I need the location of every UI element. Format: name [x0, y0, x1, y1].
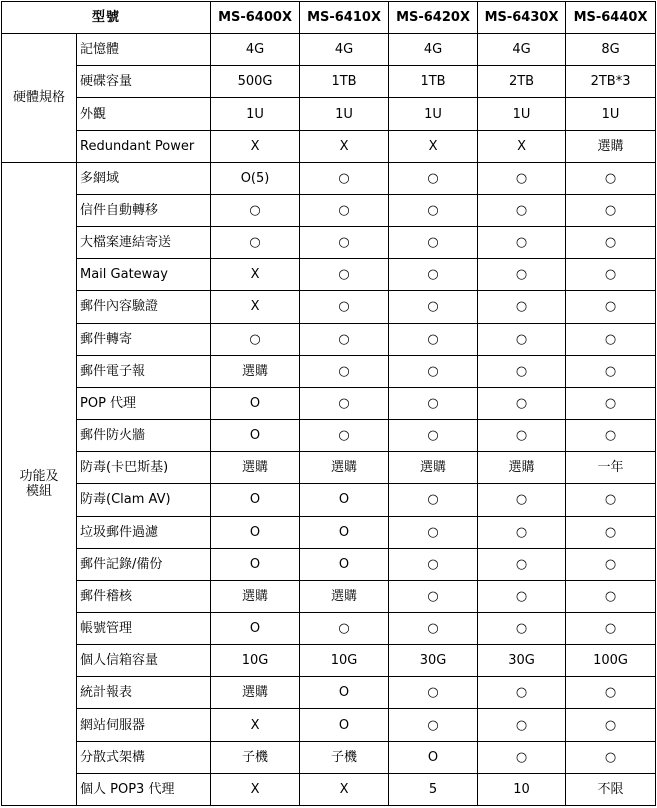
cell-value: ○	[478, 387, 566, 419]
cell-value: ○	[389, 323, 478, 355]
cell-value: ○	[300, 194, 389, 226]
cell-value: ○	[478, 420, 566, 452]
cell-value: ○	[478, 194, 566, 226]
cell-value: O	[211, 548, 300, 580]
cell-value: ○	[300, 291, 389, 323]
row-label: 個人 POP3 代理	[77, 773, 211, 805]
table-row	[2, 773, 656, 805]
group-label-features-line1: 功能及	[19, 468, 59, 484]
cell-value: O	[300, 709, 389, 741]
cell-value: ○	[566, 194, 656, 226]
group-label-hardware: 硬體規格	[2, 34, 77, 163]
row-label: 統計報表	[77, 677, 211, 709]
cell-value: ○	[566, 259, 656, 291]
cell-value: ○	[300, 612, 389, 644]
table-row	[2, 709, 656, 741]
row-label: 垃圾郵件過濾	[77, 516, 211, 548]
row-label: 郵件防火牆	[77, 420, 211, 452]
cell-value: ○	[566, 516, 656, 548]
cell-value: 子機	[211, 741, 300, 773]
table-row	[2, 355, 656, 387]
cell-value: ○	[478, 516, 566, 548]
cell-value: ○	[389, 291, 478, 323]
cell-value: ○	[566, 291, 656, 323]
row-label: 信件自動轉移	[77, 194, 211, 226]
cell-value: ○	[478, 162, 566, 194]
cell-value: ○	[389, 516, 478, 548]
cell-value: ○	[478, 355, 566, 387]
cell-value: ○	[389, 420, 478, 452]
cell-value: 30G	[478, 645, 566, 677]
cell-value: ○	[300, 323, 389, 355]
cell-value: 選購	[478, 452, 566, 484]
cell-value: O	[300, 677, 389, 709]
cell-value: ○	[566, 677, 656, 709]
table-row	[2, 162, 656, 194]
cell-value: 1U	[300, 98, 389, 130]
table-row	[2, 580, 656, 612]
cell-value: ○	[478, 323, 566, 355]
row-label: Redundant Power	[77, 130, 211, 162]
spec-comparison-table	[1, 1, 656, 806]
cell-value: ○	[478, 580, 566, 612]
row-label: 網站伺服器	[77, 709, 211, 741]
cell-value: O	[211, 387, 300, 419]
cell-value: ○	[566, 420, 656, 452]
model-header-ms-6410x: MS-6410X	[300, 2, 389, 34]
cell-value: ○	[389, 709, 478, 741]
cell-value: 10	[478, 773, 566, 805]
cell-value: ○	[566, 612, 656, 644]
table-row	[2, 516, 656, 548]
table-row	[2, 420, 656, 452]
cell-value: O	[300, 484, 389, 516]
cell-value: X	[300, 130, 389, 162]
cell-value: X	[211, 259, 300, 291]
cell-value: ○	[389, 677, 478, 709]
table-row	[2, 66, 656, 98]
cell-value: ○	[389, 612, 478, 644]
cell-value: 1TB	[389, 66, 478, 98]
cell-value: ○	[478, 291, 566, 323]
cell-value: ○	[566, 355, 656, 387]
cell-value: 30G	[389, 645, 478, 677]
table-row	[2, 645, 656, 677]
cell-value: O	[389, 741, 478, 773]
group-label-features	[2, 162, 77, 805]
model-header-ms-6400x: MS-6400X	[211, 2, 300, 34]
cell-value: ○	[566, 484, 656, 516]
table-row	[2, 741, 656, 773]
cell-value: ○	[389, 227, 478, 259]
cell-value: 2TB	[478, 66, 566, 98]
cell-value: 不限	[566, 773, 656, 805]
cell-value: ○	[566, 580, 656, 612]
cell-value: ○	[389, 580, 478, 612]
cell-value: ○	[566, 741, 656, 773]
cell-value: 選購	[566, 130, 656, 162]
table-row	[2, 130, 656, 162]
cell-value: ○	[566, 227, 656, 259]
cell-value: 選購	[211, 452, 300, 484]
cell-value: 2TB*3	[566, 66, 656, 98]
table-row	[2, 34, 656, 66]
cell-value: X	[211, 709, 300, 741]
cell-value: ○	[211, 194, 300, 226]
row-label: 郵件電子報	[77, 355, 211, 387]
table-row	[2, 227, 656, 259]
cell-value: ○	[389, 548, 478, 580]
table-row	[2, 291, 656, 323]
cell-value: 子機	[300, 741, 389, 773]
cell-value: ○	[389, 162, 478, 194]
cell-value: ○	[389, 484, 478, 516]
cell-value: O	[300, 516, 389, 548]
cell-value: ○	[478, 259, 566, 291]
cell-value: 選購	[300, 580, 389, 612]
cell-value: O	[211, 484, 300, 516]
cell-value: 8G	[566, 34, 656, 66]
cell-value: 4G	[389, 34, 478, 66]
cell-value: O	[211, 612, 300, 644]
row-label: 大檔案連結寄送	[77, 227, 211, 259]
cell-value: ○	[478, 548, 566, 580]
cell-value: ○	[300, 420, 389, 452]
group-label-features-line2: 模組	[25, 483, 52, 499]
cell-value: 10G	[300, 645, 389, 677]
row-label: 防毒(卡巴斯基)	[77, 452, 211, 484]
cell-value: 10G	[211, 645, 300, 677]
cell-value: ○	[566, 709, 656, 741]
cell-value: 選購	[211, 677, 300, 709]
cell-value: ○	[566, 548, 656, 580]
cell-value: ○	[478, 677, 566, 709]
cell-value: ○	[211, 227, 300, 259]
cell-value: 選購	[211, 580, 300, 612]
row-label: 記憶體	[77, 34, 211, 66]
table-row	[2, 677, 656, 709]
row-label: 郵件稽核	[77, 580, 211, 612]
row-label: 外觀	[77, 98, 211, 130]
cell-value: 5	[389, 773, 478, 805]
cell-value: O(5)	[211, 162, 300, 194]
table-row	[2, 98, 656, 130]
cell-value: ○	[566, 162, 656, 194]
cell-value: ○	[389, 259, 478, 291]
cell-value: 4G	[478, 34, 566, 66]
row-label: 防毒(Clam AV)	[77, 484, 211, 516]
cell-value: ○	[300, 387, 389, 419]
cell-value: 1U	[566, 98, 656, 130]
cell-value: ○	[478, 227, 566, 259]
cell-value: X	[211, 773, 300, 805]
cell-value: ○	[566, 323, 656, 355]
row-label: Mail Gateway	[77, 259, 211, 291]
cell-value: ○	[300, 227, 389, 259]
cell-value: ○	[300, 355, 389, 387]
row-label: 硬碟容量	[77, 66, 211, 98]
cell-value: 1U	[478, 98, 566, 130]
cell-value: 選購	[211, 355, 300, 387]
cell-value: 選購	[300, 452, 389, 484]
table-row	[2, 259, 656, 291]
cell-value: ○	[389, 387, 478, 419]
cell-value: 4G	[300, 34, 389, 66]
row-label: 郵件轉寄	[77, 323, 211, 355]
cell-value: 100G	[566, 645, 656, 677]
table-row	[2, 484, 656, 516]
cell-value: X	[211, 130, 300, 162]
cell-value: O	[300, 548, 389, 580]
model-header-ms-6440x: MS-6440X	[566, 2, 656, 34]
row-label: POP 代理	[77, 387, 211, 419]
cell-value: 500G	[211, 66, 300, 98]
row-label: 郵件內容驗證	[77, 291, 211, 323]
model-header-ms-6420x: MS-6420X	[389, 2, 478, 34]
cell-value: ○	[389, 355, 478, 387]
cell-value: 1U	[211, 98, 300, 130]
table-row	[2, 612, 656, 644]
cell-value: X	[478, 130, 566, 162]
row-label: 帳號管理	[77, 612, 211, 644]
row-label: 個人信箱容量	[77, 645, 211, 677]
cell-value: 4G	[211, 34, 300, 66]
cell-value: O	[211, 516, 300, 548]
table-row	[2, 194, 656, 226]
row-label: 多網域	[77, 162, 211, 194]
cell-value: ○	[478, 709, 566, 741]
model-header-ms-6430x: MS-6430X	[478, 2, 566, 34]
cell-value: ○	[478, 741, 566, 773]
model-header-label: 型號	[2, 2, 211, 34]
table-row	[2, 548, 656, 580]
row-label: 郵件記錄/備份	[77, 548, 211, 580]
cell-value: ○	[389, 194, 478, 226]
cell-value: 一年	[566, 452, 656, 484]
cell-value: ○	[566, 387, 656, 419]
cell-value: 1TB	[300, 66, 389, 98]
cell-value: O	[211, 420, 300, 452]
cell-value: ○	[300, 259, 389, 291]
row-label: 分散式架構	[77, 741, 211, 773]
cell-value: X	[389, 130, 478, 162]
table-row	[2, 387, 656, 419]
cell-value: ○	[211, 323, 300, 355]
cell-value: ○	[478, 484, 566, 516]
cell-value: X	[300, 773, 389, 805]
cell-value: 選購	[389, 452, 478, 484]
cell-value: ○	[300, 162, 389, 194]
cell-value: ○	[478, 612, 566, 644]
table-row	[2, 323, 656, 355]
table-row	[2, 452, 656, 484]
header-row	[2, 2, 656, 34]
cell-value: 1U	[389, 98, 478, 130]
cell-value: X	[211, 291, 300, 323]
